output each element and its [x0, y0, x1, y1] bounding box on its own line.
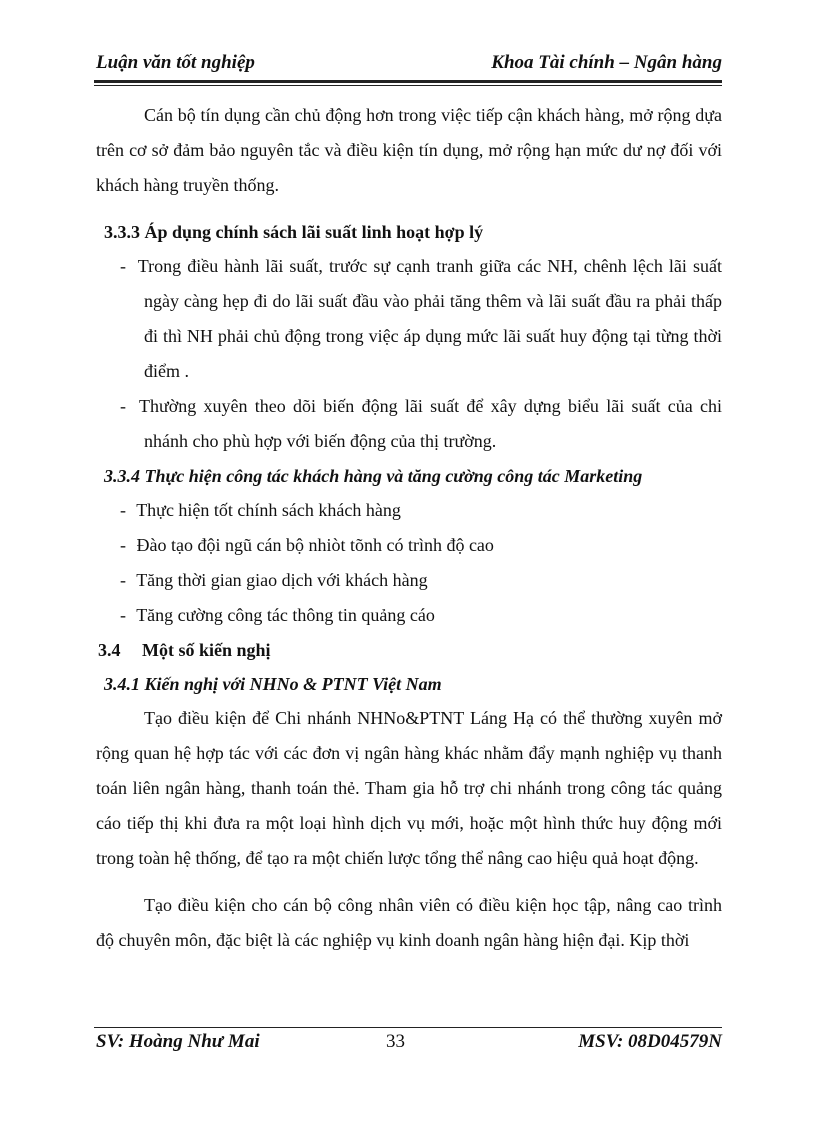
list-item-text: Thường xuyên theo dõi biến động lãi suất để xây dựng biểu lãi suất của chi nhánh cho phù hợp với biến động của thị trường. — [138, 396, 722, 451]
list-item-text: Trong điều hành lãi suất, trước sự cạnh tranh giữa các NH, chênh lệch lãi suất ngày càng hẹp đi do lãi suất đầu vào phải tăng thêm và lãi suất đầu ra phải thấp đi thì NH phải chủ động trong việc áp dụng mức lãi suất huy động tại từng thời điểm . — [137, 256, 722, 381]
footer-rule — [94, 1027, 722, 1028]
list-item-text: Thực hiện tốt chính sách khách hàng — [136, 500, 401, 520]
list-item-text: Đào tạo đội ngũ cán bộ nhiòt tõnh có trình độ cao — [136, 535, 494, 555]
section-title: Một số kiến nghị — [142, 640, 271, 660]
intro-paragraph: Cán bộ tín dụng cần chủ động hơn trong việc tiếp cận khách hàng, mở rộng dựa trên cơ sở đảm bảo nguyên tắc và điều kiện tín dụng, mở rộng hạn mức dư nợ đối với khách hàng truyền thống. — [96, 105, 722, 195]
header-thesis-label: Luận văn tốt nghiệp — [96, 52, 255, 73]
header-rule-thin — [94, 85, 722, 86]
page-footer — [96, 1031, 722, 1057]
list-item — [96, 493, 722, 528]
header-faculty-label: Khoa Tài chính – Ngân hàng — [491, 52, 722, 73]
list-item — [96, 249, 722, 389]
dash-marker: - — [120, 396, 126, 416]
list-item — [96, 389, 722, 459]
dash-marker: - — [120, 570, 126, 590]
footer-student-name: SV: Hoàng Như Mai — [96, 1031, 260, 1052]
body-paragraph: Tạo điều kiện để Chi nhánh NHNo&PTNT Láng Hạ có thể thường xuyên mở rộng quan hệ hợp tác với các đơn vị ngân hàng khác nhằm đẩy mạnh nghiệp vụ thanh toán liên ngân hàng, thanh toán thẻ. Tham gia hỗ trợ chi nhánh trong công tác quảng cáo tiếp thị khi đưa ra một loại hình dịch vụ mới, hoặc một hình thức huy động mới trong toàn hệ thống, để tạo ra một chiến lược tổng thể nâng cao hiệu quả hoạt động. — [96, 708, 722, 868]
heading-3-4 — [96, 633, 722, 667]
page-number: 33 — [386, 1031, 405, 1052]
list-item — [96, 528, 722, 563]
footer-student-id: MSV: 08D04579N — [578, 1031, 722, 1052]
page-body — [96, 98, 722, 958]
heading-3-4-1: 3.4.1 Kiến nghị với NHNo & PTNT Việt Nam — [104, 674, 442, 694]
heading-3-3-4: 3.3.4 Thực hiện công tác khách hàng và tăng cường công tác Marketing — [104, 466, 643, 486]
header-rule — [94, 80, 722, 83]
section-number: 3.4 — [98, 640, 121, 660]
list-item-text: Tăng thời gian giao dịch với khách hàng — [136, 570, 428, 590]
dash-marker: - — [120, 256, 126, 276]
dash-marker: - — [120, 535, 126, 555]
heading-3-3-3: 3.3.3 Áp dụng chính sách lãi suất linh hoạt hợp lý — [104, 222, 484, 242]
dash-marker: - — [120, 605, 126, 625]
body-paragraph: Tạo điều kiện cho cán bộ công nhân viên có điều kiện học tập, nâng cao trình độ chuyên môn, đặc biệt là các nghiệp vụ kinh doanh ngân hàng hiện đại. Kịp thời — [96, 895, 722, 950]
page-header — [96, 50, 722, 80]
list-item-text: Tăng cường công tác thông tin quảng cáo — [136, 605, 435, 625]
dash-marker: - — [120, 500, 126, 520]
list-item — [96, 598, 722, 633]
list-item — [96, 563, 722, 598]
